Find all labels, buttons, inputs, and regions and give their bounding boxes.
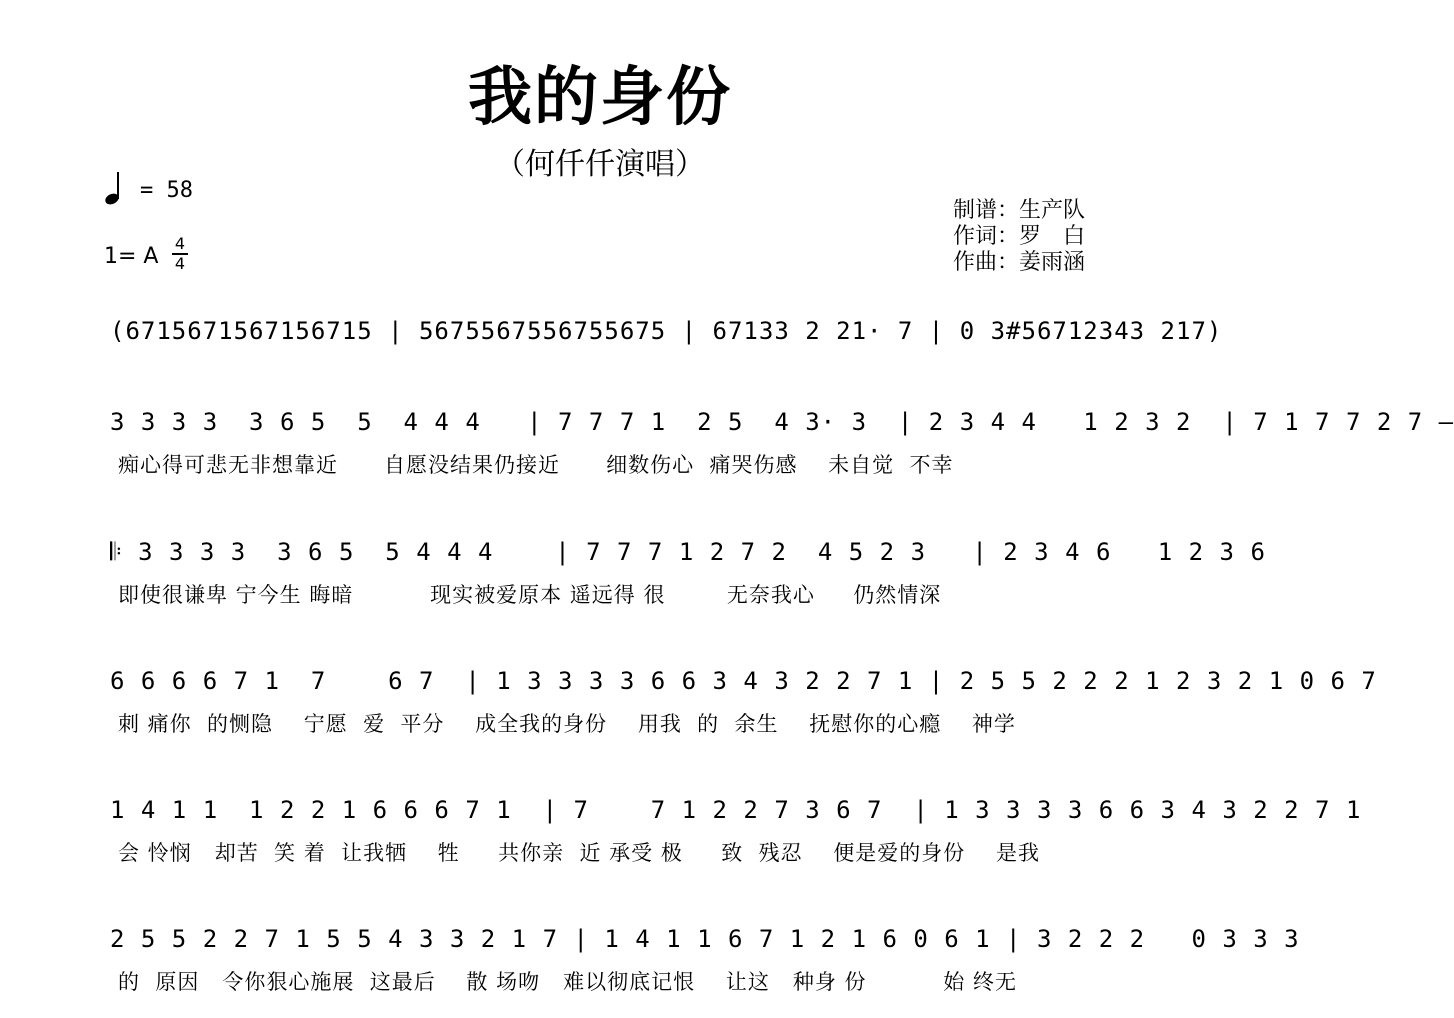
tempo-value: = 58 bbox=[140, 178, 193, 203]
lyrics-line: 痴心得可悲无非想靠近 自愿没结果仍接近 细数伤心 痛哭伤感 未自觉 不幸 bbox=[118, 453, 954, 477]
lyrics-line: 的 原因 令你狠心施展 这最后 散 场吻 难以彻底记恨 让这 种身 份 始 终无 bbox=[118, 970, 1017, 994]
notation-line: 3 3 3 3 3 6 5 5 4 4 4 | 7 7 7 1 2 5 4 3· 3 | 2 3 4 4 1 2 3 2 | 7 1 7 7 2 7 – bbox=[110, 408, 1454, 436]
lyrics-line: 会 怜悯 却苦 笑 着 让我牺 牲 共你亲 近 承受 极 致 残忍 便是爱的身份 是我 bbox=[118, 841, 1040, 865]
time-signature bbox=[172, 236, 188, 272]
singer-subtitle: （何仟仟演唱） bbox=[495, 147, 705, 182]
lyrics-line: 即使很谦卑 宁今生 晦暗 现实被爱原本 遥远得 很 无奈我心 仍然情深 bbox=[118, 583, 942, 607]
time-signature-bottom: 4 bbox=[174, 253, 186, 273]
notation-line: 1 4 1 1 1 2 2 1 6 6 6 7 1 | 7 7 1 2 2 7 3 6 7 | 1 3 3 3 3 6 6 3 4 3 2 2 7 1 bbox=[110, 796, 1362, 824]
key-label: 1= A bbox=[104, 244, 159, 269]
credit-composer: 作曲：姜雨涵 bbox=[953, 250, 1086, 275]
credit-lyricist: 作词：罗 白 bbox=[953, 224, 1086, 249]
notation-line: 6 6 6 6 7 1 7 6 7 | 1 3 3 3 3 6 6 3 4 3 2 2 7 1 | 2 5 5 2 2 2 1 2 3 2 1 0 6 7 bbox=[110, 667, 1377, 695]
credit-arranger: 制谱：生产队 bbox=[953, 198, 1086, 223]
lyrics-line: 刺 痛你 的恻隐 宁愿 爱 平分 成全我的身份 用我 的 余生 抚慰你的心瘾 神学 bbox=[118, 712, 1016, 736]
notation-line: 2 5 5 2 2 7 1 5 5 4 3 3 2 1 7 | 1 4 1 1 6 7 1 2 1 6 0 6 1 | 3 2 2 2 0 3 3 3 bbox=[110, 925, 1300, 953]
time-signature-top: 4 bbox=[174, 234, 186, 253]
song-title: 我的身份 bbox=[468, 61, 732, 135]
notation-line: (6715671567156715 | 5675567556755675 | 67133 2 21· 7 | 0 3#56712343 217) bbox=[110, 317, 1223, 345]
credits bbox=[953, 198, 1085, 276]
notation-line: 𝄆 3 3 3 3 3 6 5 5 4 4 4 | 7 7 7 1 2 7 2 4 5 2 3 | 2 3 4 6 1 2 3 6 bbox=[110, 538, 1266, 566]
quarter-note-icon bbox=[104, 170, 126, 206]
